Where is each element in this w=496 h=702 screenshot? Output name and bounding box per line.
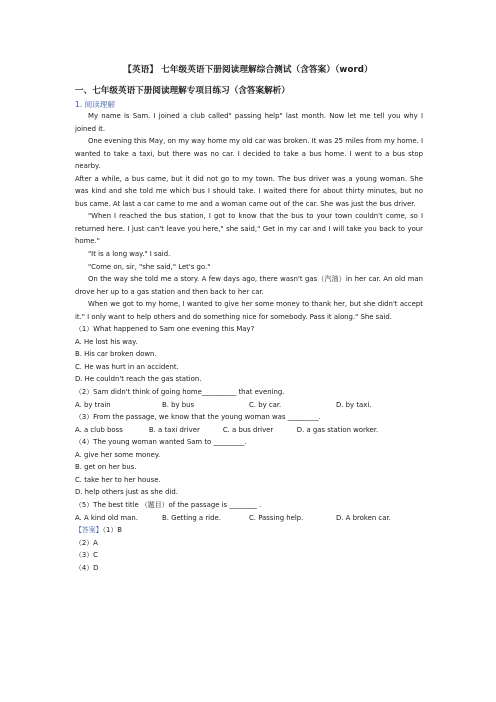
answer-item: （1）B xyxy=(102,526,123,535)
options-row xyxy=(75,512,423,525)
answer-option: B. Getting a ride. xyxy=(162,513,221,522)
passage-paragraph: My name is Sam. I joined a club called" passing help" last month. Now let me tell you why I joined it. xyxy=(75,112,423,133)
answer-option: B. by bus xyxy=(162,400,195,409)
answer-option: D. a gas station worker. xyxy=(296,425,379,434)
answer-item: （4）D xyxy=(75,563,99,572)
question-stem: （1）What happened to Sam one evening this May? xyxy=(75,325,255,334)
options-row xyxy=(75,424,423,437)
answer-option: A. He lost his way. xyxy=(75,337,138,346)
answer-option: B. a taxi driver xyxy=(148,425,200,434)
answer-option: D. A broken car. xyxy=(336,513,391,522)
answer-item: （3）C xyxy=(75,551,98,560)
document-body xyxy=(75,110,423,574)
section-heading: 一、七年级英语下册阅读理解专项目练习（含答案解析） xyxy=(75,86,290,96)
answer-option: A. by train xyxy=(75,400,111,409)
answer-option: A. give her some money. xyxy=(75,450,161,459)
passage-paragraph: "Come on, sir, "she said," Let's go." xyxy=(88,262,211,271)
question-number: 1. xyxy=(75,100,83,109)
question-stem: （2）Sam didn't think of going home__________ that evening. xyxy=(75,388,285,397)
answer-option: A. a club boss xyxy=(75,425,123,434)
answer-option: C. take her to her house. xyxy=(75,475,161,484)
answer-line xyxy=(75,524,423,537)
document-title: 【英语】 七年级英语下册阅读理解综合测试（含答案）（word） xyxy=(123,65,373,75)
passage-paragraph: On the way she told me a story. A few days ago, there wasn't gas（汽油）in her car. An old man drove her up to a gas station and then back to her car. xyxy=(75,275,423,296)
answer-option: B. get on her bus. xyxy=(75,463,137,472)
answer-item: （2）A xyxy=(75,538,98,547)
question-label: 阅读理解 xyxy=(84,100,116,109)
answer-option: C. He was hurt in an accident. xyxy=(75,362,179,371)
answer-label: 【答案】 xyxy=(75,526,103,535)
answer-option: C. a bus driver xyxy=(222,425,274,434)
answer-option: D. He couldn't reach the gas station. xyxy=(75,375,202,384)
question-stem: （4）The young woman wanted Sam to _________. xyxy=(75,438,247,447)
passage-paragraph: After a while, a bus came, but it did not go to my town. The bus driver was a young woman. She was kind and she told me which bus I should take. I waited there for about thirty minutes, but no bus came. At last a car came to me and a woman came out of the car. She was just the bus driver. xyxy=(75,174,423,208)
passage-paragraph: One evening this May, on my way home my old car was broken. It was 25 miles from my home. I wanted to take a taxi, but there was no car. I decided to take a bus home. I went to a bus stop nearby. xyxy=(75,137,423,171)
question-heading xyxy=(75,99,115,110)
passage-paragraph: "When I reached the bus station, I got to know that the bus to your town couldn't come, so I returned here. I just can't leave you here," she said," Get in my car and I will take you back to your home." xyxy=(75,212,423,246)
question-stem: （5）The best title （题目）of the passage is ________ . xyxy=(75,500,262,509)
options-row xyxy=(75,399,423,412)
passage-paragraph: When we got to my home, I wanted to give her some money to thank her, but she didn't accept it." I only want to help others and do something nice for somebody. Pass it along." She said. xyxy=(75,300,423,321)
answer-option: D. by taxi. xyxy=(336,400,372,409)
question-stem: （3）From the passage, we know that the young woman was _________. xyxy=(75,413,321,422)
passage-paragraph: "It is a long way." I said. xyxy=(88,250,171,259)
answer-option: C. by car. xyxy=(249,400,282,409)
answer-option: A. A kind old man. xyxy=(75,513,138,522)
answer-option: B. His car broken down. xyxy=(75,350,157,359)
answer-option: C. Passing help. xyxy=(249,513,304,522)
answer-option: D. help others just as she did. xyxy=(75,488,178,497)
